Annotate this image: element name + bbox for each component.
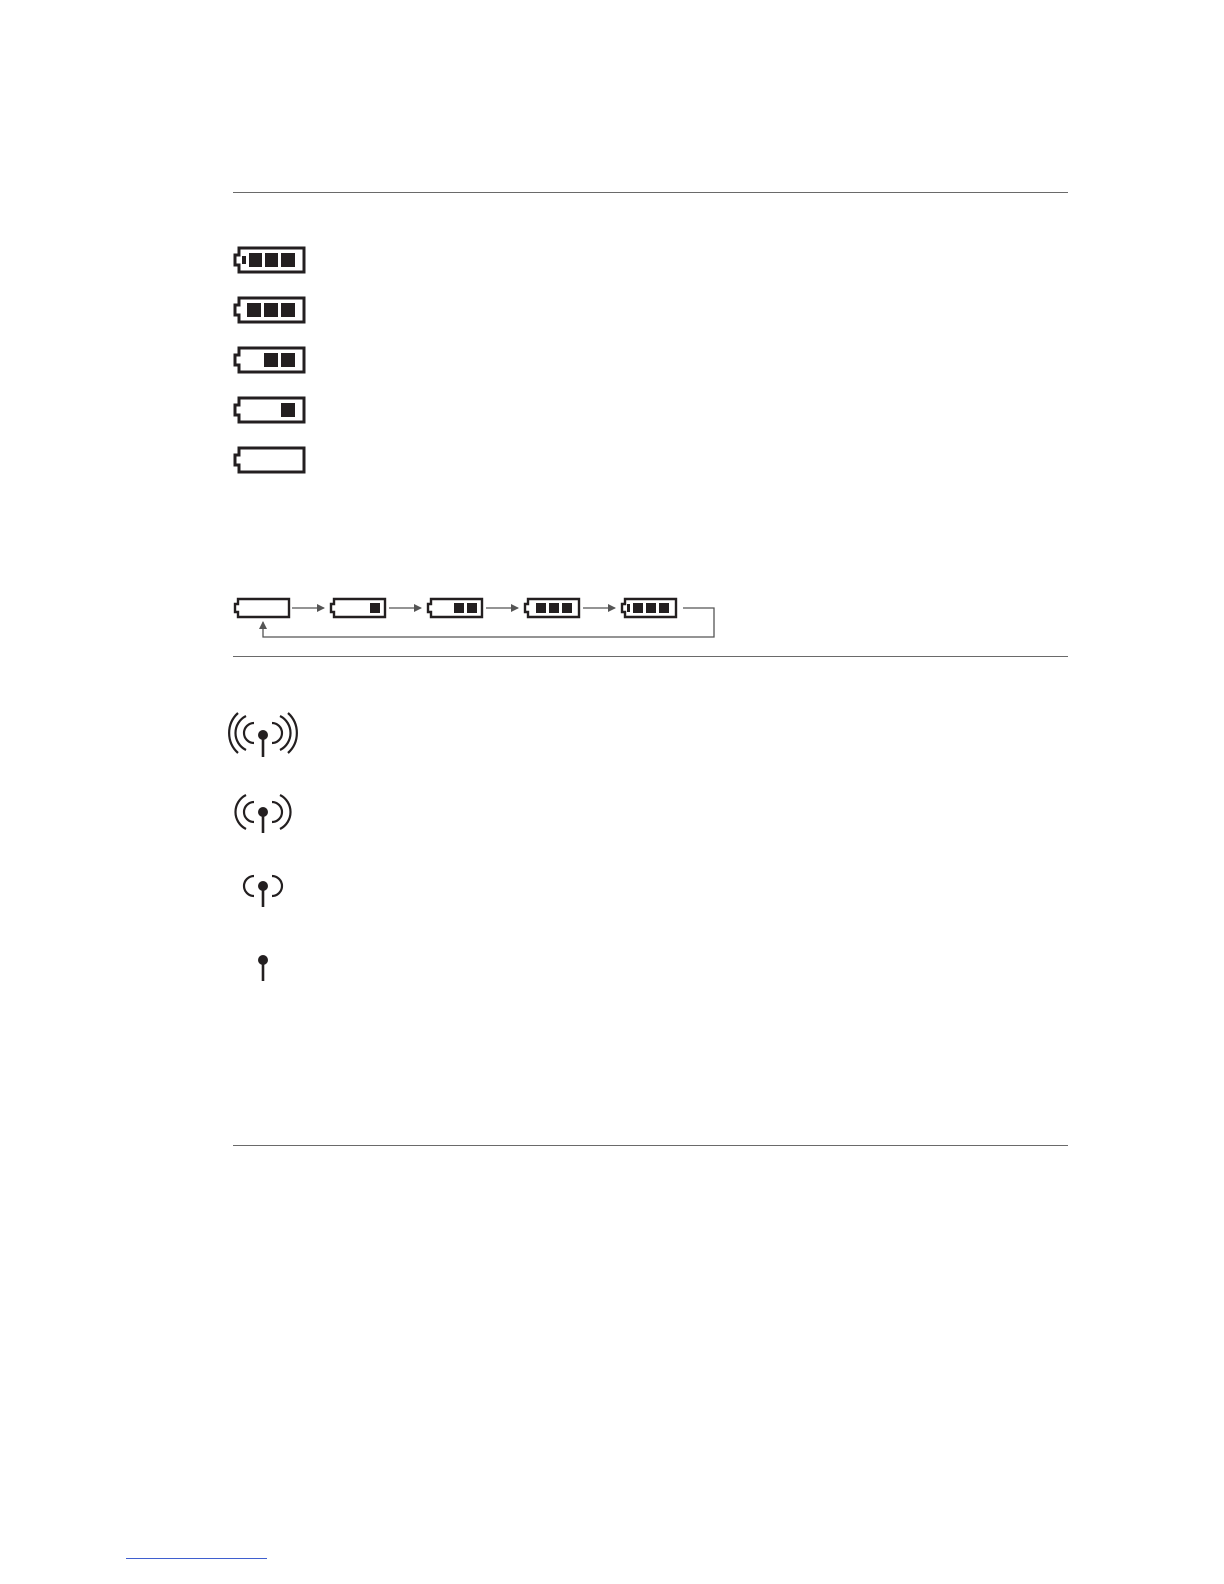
cycle-battery-full-icon xyxy=(525,599,579,617)
battery-two-bars-icon xyxy=(232,344,308,376)
cycle-battery-charging-full-icon xyxy=(622,599,676,617)
section-divider-top xyxy=(233,192,1068,193)
cycle-battery-one-bar-icon xyxy=(331,599,385,617)
section-divider-middle xyxy=(233,656,1068,657)
charging-cycle-diagram xyxy=(228,592,720,640)
signal-medium-icon xyxy=(226,790,300,838)
section-divider-bottom xyxy=(233,1145,1068,1146)
battery-one-bar-icon xyxy=(232,394,308,426)
footer-link-underline xyxy=(126,1558,267,1559)
battery-full-icon xyxy=(232,294,308,326)
signal-none-icon xyxy=(226,944,300,992)
battery-charging-full-icon xyxy=(232,244,308,276)
battery-empty-icon xyxy=(232,444,308,476)
signal-weak-icon xyxy=(226,866,300,914)
cycle-battery-empty-icon xyxy=(235,599,289,617)
cycle-battery-two-bars-icon xyxy=(428,599,482,617)
signal-strong-icon xyxy=(226,712,300,760)
